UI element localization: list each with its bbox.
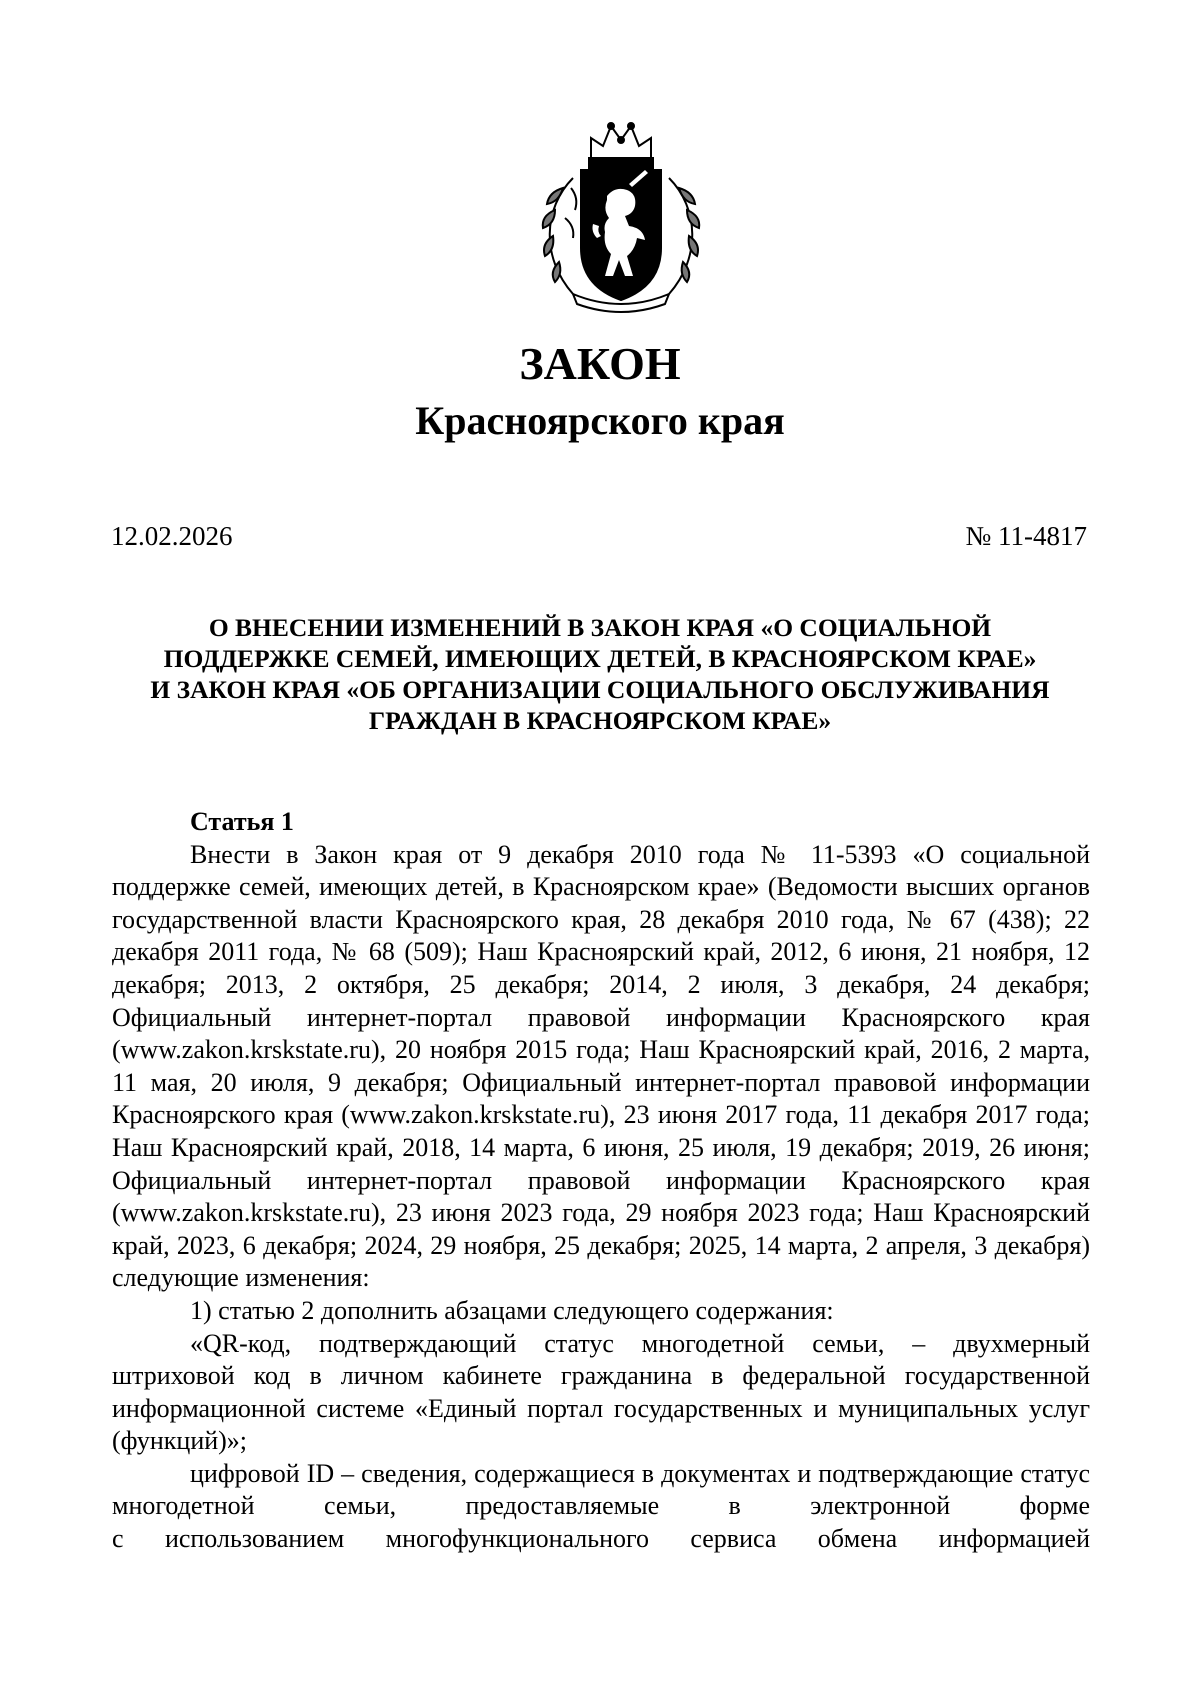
- heading-line: О ВНЕСЕНИИ ИЗМЕНЕНИЙ В ЗАКОН КРАЯ «О СОЦИАЛЬНОЙ: [208, 613, 992, 642]
- heading-line: ГРАЖДАН В КРАСНОЯРСКОМ КРАЕ»: [368, 706, 832, 735]
- article-paragraph: 1) статью 2 дополнить абзацами следующего содержания:: [190, 1295, 834, 1325]
- document-number: № 11-4817: [965, 521, 1087, 551]
- coat-of-arms-emblem: [533, 118, 709, 318]
- krasnoyarsk-krai-coat-of-arms-icon: [533, 118, 709, 318]
- document-date: 12.02.2026: [111, 521, 233, 551]
- article-paragraph: цифровой ID – сведения, содержащиеся в документах и подтверждающие статус многодетной семьи, предоставляемые в электронной форме: [112, 1458, 1090, 1521]
- article-paragraph: Внести в Закон края от 9 декабря 2010 года № 11-5393 «О социальной поддержке семей, имеющих детей, в Красноярском крае» (Ведомости высших органов государственной власти Красноярского края, 28 декабря 2010 года, № 67 (438); 22 декабря 2011 года, № 68 (509); Наш Красноярский край, 2012, 6 июня, 21 ноября, 12 декабря; 2013, 2 октября, 25 декабря; 2014, 2 июля, 3 декабря, 24 декабря; Официальный интернет-портал правовой информации Красноярского края (www.zakon.krskstate.ru), 20 ноября 2015 года; Наш Красноярский край, 2016, 2 марта, 11 мая, 20 июля, 9 декабря; Официальный интернет-портал правовой информации Красноярского края (www.zakon.krskstate.ru), 23 июня 2017 года, 11 декабря 2017 года; Наш Красноярский край, 2018, 14 марта, 6 июня, 25 июля, 19 декабря; 2019, 26 июня; Официальный интернет-портал правовой информации Красноярского края (www.zakon.krskstate.ru), 23 июня 2023 года, 29 ноября 2023 года; Наш Красноярский край, 2023, 6 декабря; 2024, 29 ноября, 25 декабря; 2025, 14 марта, 2 апреля, 3 декабря) следующие изменения:: [112, 839, 1090, 1293]
- document-body: [112, 806, 1090, 1556]
- document-title: ЗАКОН: [519, 338, 681, 389]
- article-paragraph: «QR-код, подтверждающий статус многодетной семьи, – двухмерный штриховой код в личном кабинете гражданина в федеральной государственной информационной системе «Единый портал государственных и муниципальных услуг (функций)»;: [112, 1328, 1090, 1456]
- law-heading: [110, 612, 1090, 736]
- article-title: Статья 1: [190, 807, 294, 836]
- document-subtitle: Красноярского края: [415, 398, 785, 443]
- article-paragraph-continuation: с использованием многофункционального сервиса обмена информацией: [112, 1524, 1090, 1554]
- heading-line: И ЗАКОН КРАЯ «ОБ ОРГАНИЗАЦИИ СОЦИАЛЬНОГО ОБСЛУЖИВАНИЯ: [150, 675, 1050, 704]
- heading-line: ПОДДЕРЖКЕ СЕМЕЙ, ИМЕЮЩИХ ДЕТЕЙ, В КРАСНОЯРСКОМ КРАЕ»: [163, 644, 1037, 673]
